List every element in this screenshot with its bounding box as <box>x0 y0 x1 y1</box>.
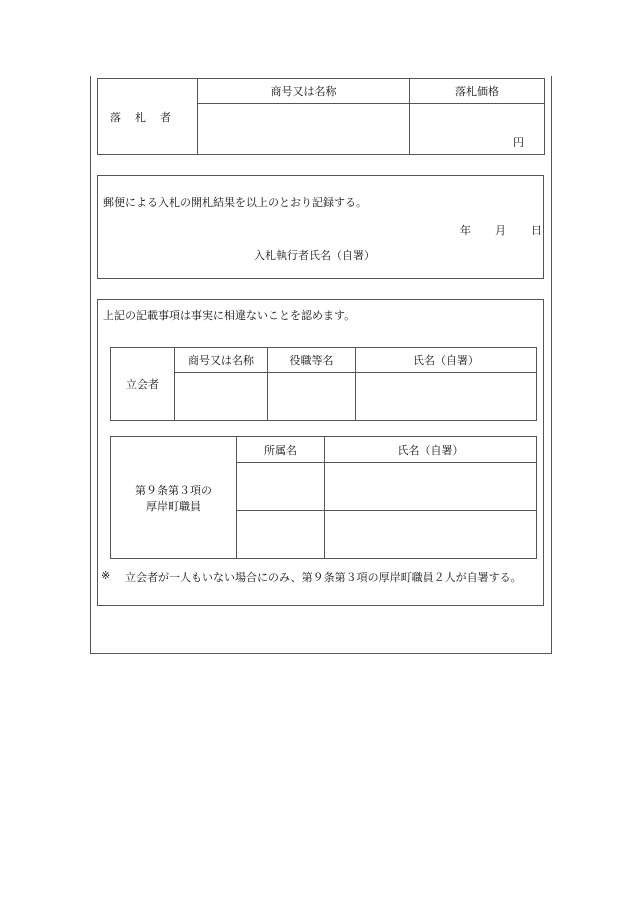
date-day-label: 日 <box>531 224 542 237</box>
bidder-name-header: 商号又は名称 <box>198 79 410 104</box>
witness-position-header: 役職等名 <box>268 348 356 373</box>
record-box <box>97 175 544 279</box>
record-statement: 郵便による入札の開札結果を以上のとおり記録する。 <box>103 196 367 209</box>
note-mark: ※ <box>101 569 111 582</box>
bidder-label-text: 落札者 <box>110 110 185 124</box>
staff-dept-header: 所属名 <box>237 437 325 463</box>
bidder-table <box>97 78 545 155</box>
witness-label: 立会者 <box>111 348 175 421</box>
bidder-label <box>98 79 198 155</box>
witness-position-cell[interactable] <box>268 373 356 421</box>
staff-name-header: 氏名（自署） <box>325 437 537 463</box>
yen-unit: 円 <box>513 136 524 149</box>
staff-label <box>111 437 237 559</box>
confirm-statement: 上記の記載事項は事実に相違ないことを認めます。 <box>103 309 356 322</box>
date-year-label: 年 <box>460 224 471 237</box>
staff-dept-cell-1[interactable] <box>237 463 325 511</box>
staff-name-cell-1[interactable] <box>325 463 537 511</box>
witness-company-header: 商号又は名称 <box>175 348 268 373</box>
witness-name-header: 氏名（自署） <box>356 348 537 373</box>
date-month-label: 月 <box>495 224 506 237</box>
bidder-name-cell[interactable] <box>198 104 410 155</box>
staff-dept-cell-2[interactable] <box>237 511 325 559</box>
signer-label: 入札執行者氏名（自署） <box>254 249 375 262</box>
staff-table <box>110 436 537 559</box>
note-text: 立会者が一人もいない場合にのみ、第９条第３項の厚岸町職員２人が自署する。 <box>125 571 522 584</box>
bidder-price-cell[interactable] <box>410 104 545 155</box>
staff-name-cell-2[interactable] <box>325 511 537 559</box>
staff-label-line2: 厚岸町職員 <box>146 499 201 513</box>
bidder-price-header: 落札価格 <box>410 79 545 104</box>
witness-name-cell[interactable] <box>356 373 537 421</box>
witness-table <box>110 347 537 421</box>
staff-label-line1: 第９条第３項の <box>135 483 212 497</box>
witness-company-cell[interactable] <box>175 373 268 421</box>
